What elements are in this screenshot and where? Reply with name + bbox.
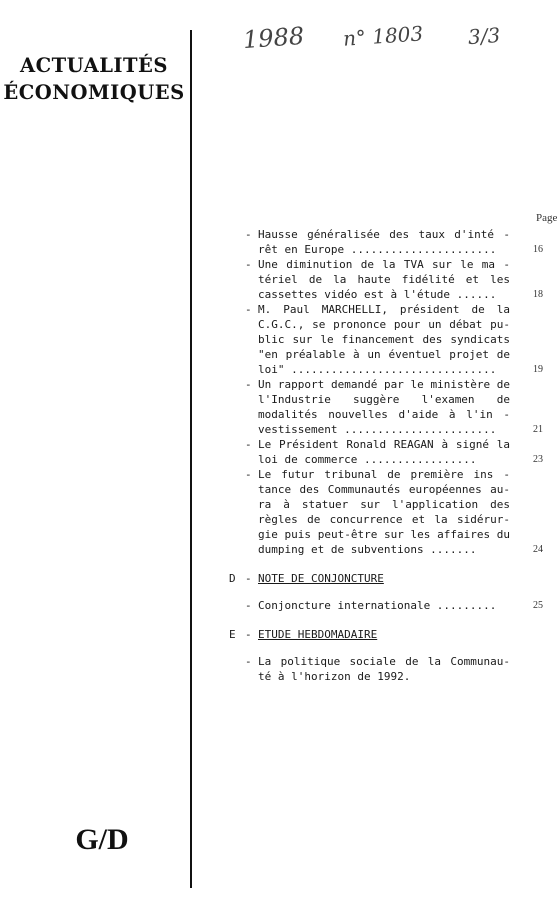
section-title: NOTE DE CONJONCTURE <box>258 572 384 585</box>
entry-page-number: 23 <box>533 454 543 465</box>
entry-text: Un rapport demandé par le ministère de l'Industrie suggère l'examen de modalités nouvelles d'aide à l'in - vestissement ....................... <box>258 378 510 436</box>
section-letter: D <box>229 572 236 585</box>
handwritten-year: 1988 <box>242 21 305 55</box>
entry-text: Une diminution de la TVA sur le ma - tériel de la haute fidélité et les cassettes vidéo est à l'étude ...... <box>258 258 510 301</box>
entry-page-number: 16 <box>533 244 543 255</box>
entry-dash: - <box>245 228 252 241</box>
entry-text: Le Président Ronald REAGAN à signé la loi de commerce ................. <box>258 438 510 466</box>
list-item <box>0 227 557 257</box>
handwritten-fraction: 3/3 <box>467 22 501 50</box>
list-item <box>0 377 557 437</box>
entry-dash: - <box>245 303 252 316</box>
entry-dash: - <box>245 599 252 612</box>
list-item <box>0 302 557 377</box>
handwritten-reference: n° 1803 <box>342 21 424 51</box>
section-letter: E <box>229 628 236 641</box>
entry-page-number: 25 <box>533 600 543 611</box>
list-item <box>0 437 557 467</box>
section-dash: - <box>245 628 252 641</box>
entry-dash: - <box>245 258 252 271</box>
entry-page-number: 18 <box>533 289 543 300</box>
entry-text: M. Paul MARCHELLI, président de la C.G.C., se prononce pour un débat pu- blic sur le financement des syndicats "en préalable à un éventuel projet de loi" ............................... <box>258 303 510 376</box>
entry-page-number: 19 <box>533 364 543 375</box>
list-item <box>0 598 557 613</box>
entry-text: La politique sociale de la Communau- té à l'horizon de 1992. <box>258 655 510 683</box>
entry-text: Le futur tribunal de première ins - tance des Communautés européennes au- ra à statuer sur l'application des règles de concurrence et la sidérur- gie puis peut-être sur les affaires du dumping et de subventions ....... <box>258 468 510 556</box>
masthead-title <box>0 52 188 106</box>
entry-dash: - <box>245 655 252 668</box>
table-of-contents <box>0 227 557 684</box>
list-item <box>0 257 557 302</box>
masthead-line-2: ÉCONOMIQUES <box>3 81 185 104</box>
masthead-line-1: ACTUALITÉS <box>20 54 168 77</box>
entry-text: Conjoncture internationale ......... <box>258 599 497 612</box>
gd-logo <box>58 818 146 858</box>
list-item <box>0 467 557 557</box>
entry-dash: - <box>245 468 252 481</box>
entry-page-number: 24 <box>533 544 543 555</box>
section-d <box>0 571 557 613</box>
list-item <box>0 654 557 684</box>
entry-dash: - <box>245 378 252 391</box>
entry-text: Hausse généralisée des taux d'inté - rêt en Europe ...................... <box>258 228 510 256</box>
section-title: ETUDE HEBDOMADAIRE <box>258 628 378 641</box>
page-column-header: Page <box>536 212 557 224</box>
entry-dash: - <box>245 438 252 451</box>
gd-logo-text: G/D <box>75 823 129 856</box>
entry-page-number: 21 <box>533 424 543 435</box>
section-e <box>0 627 557 684</box>
section-dash: - <box>245 572 252 585</box>
